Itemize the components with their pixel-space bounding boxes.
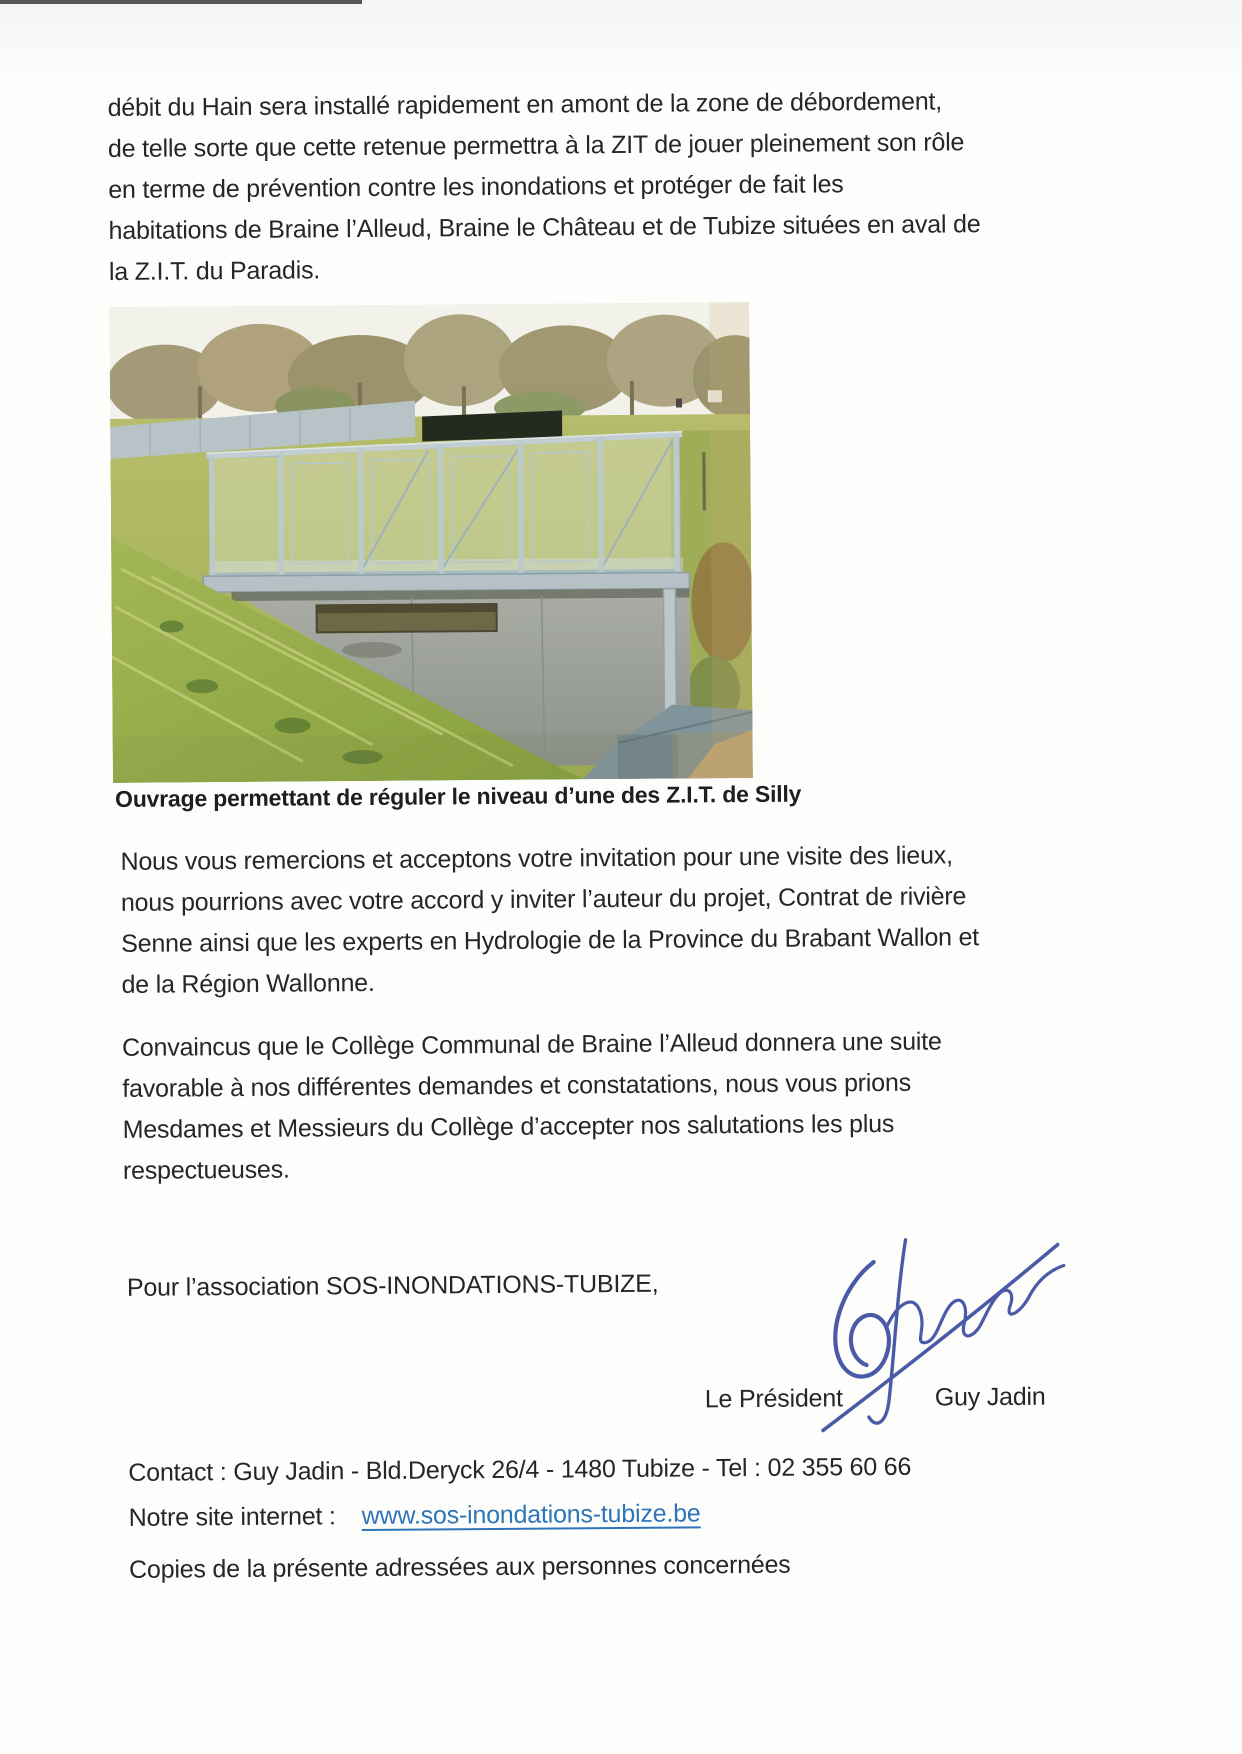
paragraph-line: respectueuses. xyxy=(122,1155,290,1185)
paragraph-line: de la Région Wallonne. xyxy=(121,968,375,999)
paragraph-line: de telle sorte que cette retenue permettra à la ZIT de jouer pleinement son rôle xyxy=(107,128,965,164)
paragraph-line: Mesdames et Messieurs du Collège d’accepter nos salutations les plus xyxy=(122,1109,895,1144)
regulation-structure-photo xyxy=(109,302,753,783)
paragraph-invitation xyxy=(120,835,979,1006)
paragraph-line: nous pourrions avec votre accord y inviter l’auteur du projet, Contrat de rivière xyxy=(120,882,967,917)
president-name: Guy Jadin xyxy=(934,1382,1046,1412)
paragraph-line: favorable à nos différentes demandes et constatations, nous vous prions xyxy=(122,1068,912,1103)
paragraph-closing xyxy=(122,1021,943,1191)
paragraph-line: Senne ainsi que les experts en Hydrologie de la Province du Brabant Wallon et xyxy=(121,923,980,958)
paragraph-line: habitations de Braine l’Alleud, Braine le Château et de Tubize situées en aval de xyxy=(108,210,981,246)
paragraph-intro xyxy=(107,81,980,293)
paragraph-line: la Z.I.T. du Paradis. xyxy=(108,256,321,287)
paragraph-line: en terme de prévention contre les inondations et protéger de fait les xyxy=(108,170,844,205)
paragraph-line: Convaincus que le Collège Communal de Braine l’Alleud donnera une suite xyxy=(121,1027,942,1062)
signature-ink xyxy=(755,1230,1079,1447)
contact-line: Contact : Guy Jadin - Bld.Deryck 26/4 - 1480 Tubize - Tel : 02 355 60 66 xyxy=(128,1452,912,1487)
paragraph-line: débit du Hain sera installé rapidement en amont de la zone de débordement, xyxy=(107,87,943,123)
website-link[interactable]: www.sos-inondations-tubize.be xyxy=(361,1499,701,1531)
website-label: Notre site internet : xyxy=(128,1502,336,1532)
paragraph-line: Nous vous remercions et acceptons votre invitation pour une visite des lieux, xyxy=(120,841,953,876)
association-line: Pour l’association SOS-INONDATIONS-TUBIZE, xyxy=(126,1269,659,1302)
photo-illustration xyxy=(109,302,753,783)
website-line xyxy=(129,1499,701,1532)
handwritten-signature xyxy=(755,1230,1079,1447)
photo-caption: Ouvrage permettant de réguler le niveau d’une des Z.I.T. de Silly xyxy=(114,780,802,812)
president-label: Le Président xyxy=(704,1384,843,1414)
copies-line: Copies de la présente adressées aux personnes concernées xyxy=(129,1550,791,1584)
